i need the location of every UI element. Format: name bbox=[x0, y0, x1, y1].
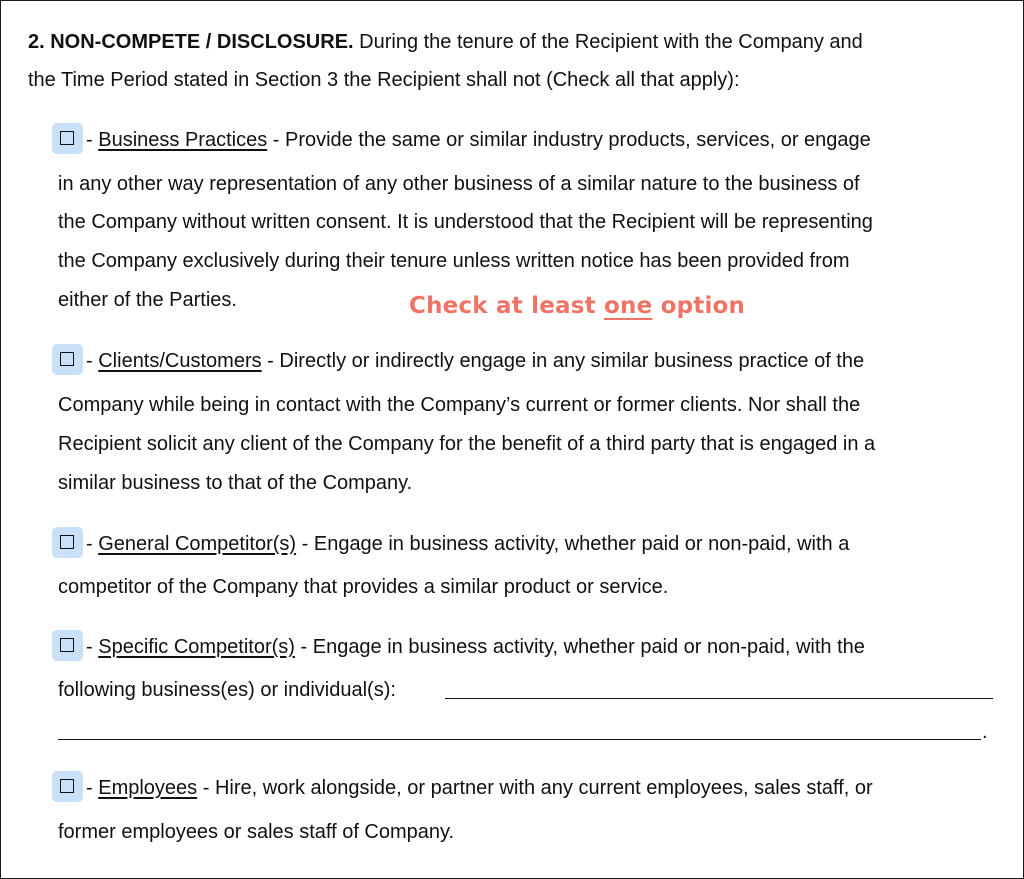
option-dash: - bbox=[86, 635, 93, 658]
option-text: - Engage in business activity, whether paid or non-paid, with the bbox=[294, 635, 865, 658]
option-text-line: Company while being in contact with the Company’s current or former clients. Nor shall the bbox=[58, 394, 861, 416]
option-text: - Engage in business activity, whether paid or non-paid, with a bbox=[296, 532, 850, 555]
option-dash: - bbox=[86, 128, 93, 151]
option-clients-customers bbox=[52, 346, 864, 377]
option-text-line: Recipient solicit any client of the Company for the benefit of a third party that is engaged in a bbox=[58, 433, 876, 455]
hint-after: option bbox=[652, 293, 746, 319]
option-text: - Hire, work alongside, or partner with any current employees, sales staff, or bbox=[197, 776, 873, 799]
employees-checkbox[interactable] bbox=[52, 771, 83, 802]
clients-customers-checkbox[interactable] bbox=[52, 344, 83, 375]
hint-before: Check at least bbox=[409, 293, 605, 319]
option-general-competitors bbox=[52, 529, 849, 560]
section-heading-label: 2. NON-COMPETE / DISCLOSURE. bbox=[28, 31, 354, 53]
option-text-line: the Company without written consent. It is understood that the Recipient will be representing bbox=[58, 211, 873, 233]
option-dash: - bbox=[86, 532, 93, 555]
option-specific-competitors bbox=[52, 632, 865, 663]
option-employees bbox=[52, 773, 873, 804]
option-text-line: competitor of the Company that provides a similar product or service. bbox=[58, 576, 669, 598]
competitor-name-field[interactable] bbox=[445, 698, 993, 699]
field-end-period: . bbox=[982, 721, 988, 743]
business-practices-checkbox[interactable] bbox=[52, 123, 83, 154]
option-text-line: the Company exclusively during their tenure unless written notice has been provided from bbox=[58, 250, 850, 272]
section-heading-text: During the tenure of the Recipient with the Company and bbox=[353, 31, 863, 53]
option-text-line: following business(es) or individual(s): bbox=[58, 679, 396, 701]
section-heading bbox=[28, 31, 863, 54]
option-text-line: either of the Parties. bbox=[58, 289, 237, 311]
competitor-name-field-line2[interactable] bbox=[58, 739, 981, 740]
option-title: Business Practices bbox=[98, 128, 268, 151]
option-title: General Competitor(s) bbox=[98, 532, 297, 555]
hint-emphasis: one bbox=[604, 293, 653, 319]
section-heading-line2: the Time Period stated in Section 3 the Recipient shall not (Check all that apply): bbox=[28, 69, 740, 91]
option-text-line: similar business to that of the Company. bbox=[58, 472, 413, 494]
option-title: Specific Competitor(s) bbox=[98, 635, 295, 658]
option-title: Clients/Customers bbox=[98, 349, 262, 372]
option-dash: - bbox=[86, 349, 93, 372]
option-text-line: in any other way representation of any other business of a similar nature to the business of bbox=[58, 173, 860, 195]
option-dash: - bbox=[86, 776, 93, 799]
option-text-line: former employees or sales staff of Company. bbox=[58, 821, 455, 843]
specific-competitors-checkbox[interactable] bbox=[52, 630, 83, 661]
general-competitors-checkbox[interactable] bbox=[52, 527, 83, 558]
option-business-practices bbox=[52, 125, 871, 156]
option-text: - Provide the same or similar industry products, services, or engage bbox=[267, 128, 871, 151]
option-title: Employees bbox=[98, 776, 198, 799]
hint-text bbox=[409, 293, 745, 319]
option-text: - Directly or indirectly engage in any similar business practice of the bbox=[261, 349, 865, 372]
